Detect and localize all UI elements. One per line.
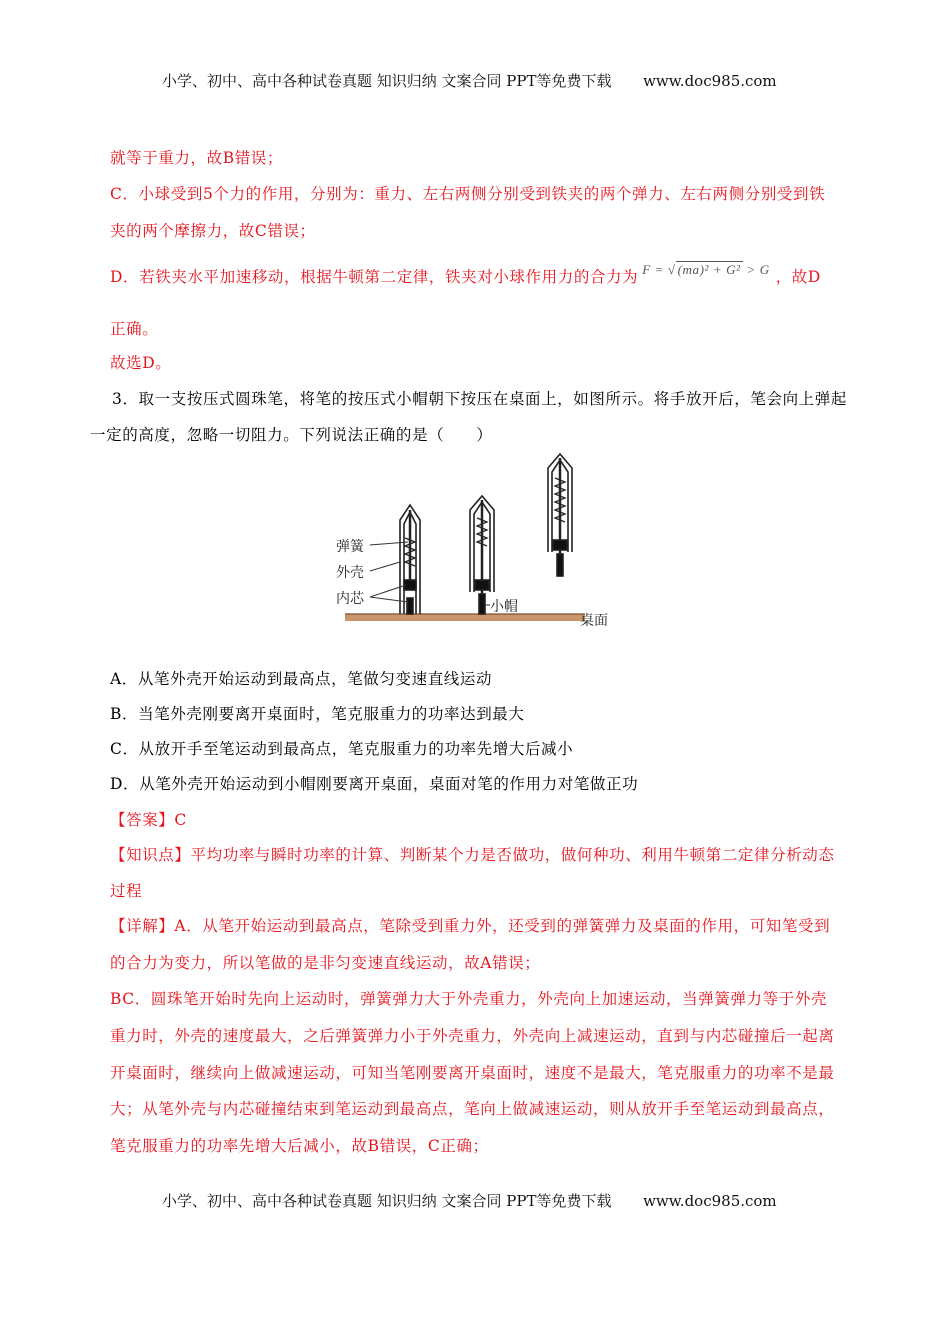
prev-d-text: D．若铁夹水平加速移动，根据牛顿第二定律，铁夹对小球作用力的合力为 bbox=[110, 268, 639, 286]
prev-b-conclusion: 就等于重力，故B错误； bbox=[110, 149, 283, 167]
question-line2: 一定的高度，忽略一切阻力。下列说法正确的是（ ） bbox=[90, 426, 493, 444]
detail-line-3: BC．圆珠笔开始时先向上运动时，弹簧弹力大于外壳重力，外壳向上加速运动，当弹簧弹力等于外壳 bbox=[110, 990, 828, 1008]
knowledge-line2: 过程 bbox=[110, 882, 143, 900]
prev-c-line1: C．小球受到5个力的作用，分别为：重力、左右两侧分别受到铁夹的两个弹力、左右两侧分别受到铁 bbox=[110, 185, 826, 203]
answer: 【答案】C bbox=[110, 811, 187, 829]
prev-d-line1 bbox=[110, 262, 821, 287]
label-cap: 小帽 bbox=[490, 599, 518, 615]
knowledge-line1: 【知识点】平均功率与瞬时功率的计算、判断某个力是否做功，做何种功、利用牛顿第二定律分析动态 bbox=[110, 846, 835, 864]
page-footer bbox=[162, 1190, 777, 1211]
detail-line-1: 【详解】A．从笔开始运动到最高点，笔除受到重力外，还受到的弹簧弹力及桌面的作用，可知笔受到 bbox=[110, 917, 831, 935]
label-spring: 弹簧 bbox=[336, 539, 364, 555]
header-text: 小学、初中、高中各种试卷真题 知识归纳 文案合同 PPT等免费下载 bbox=[162, 72, 612, 90]
question-line1: 3．取一支按压式圆珠笔，将笔的按压式小帽朝下按压在桌面上，如图所示。将手放开后，笔会向上弹起 bbox=[112, 390, 847, 408]
option-c: C．从放开手至笔运动到最高点，笔克服重力的功率先增大后减小 bbox=[110, 740, 574, 758]
prev-d-line2: 正确。 bbox=[110, 320, 159, 338]
table-surface bbox=[345, 614, 585, 621]
footer-text: 小学、初中、高中各种试卷真题 知识归纳 文案合同 PPT等免费下载 bbox=[162, 1192, 612, 1210]
detail-line-2: 的合力为变力，所以笔做的是非匀变速直线运动，故A错误； bbox=[110, 954, 541, 972]
label-shell: 外壳 bbox=[336, 565, 364, 581]
label-core: 内芯 bbox=[336, 591, 364, 607]
pen-diagram-svg bbox=[330, 450, 630, 635]
pen-figure bbox=[330, 450, 630, 635]
detail-line-4: 重力时，外壳的速度最大，之后弹簧弹力小于外壳重力，外壳向上减速运动，直到与内芯碰撞后一起离 bbox=[110, 1027, 835, 1045]
page-header bbox=[162, 70, 777, 91]
option-a: A．从笔外壳开始运动到最高点，笔做匀变速直线运动 bbox=[110, 670, 493, 688]
pen-3 bbox=[548, 454, 572, 576]
option-b: B．当笔外壳刚要离开桌面时，笔克服重力的功率达到最大 bbox=[110, 705, 525, 723]
prev-d-end: ，故D bbox=[775, 268, 821, 286]
force-formula: F = √ (ma)² + G² > G bbox=[642, 262, 770, 277]
detail-line-5: 开桌面时，继续向上做减速运动，可知当笔刚要离开桌面时，速度不是最大，笔克服重力的功率不是最 bbox=[110, 1064, 835, 1082]
detail-line-7: 笔克服重力的功率先增大后减小，故B错误，C正确； bbox=[110, 1137, 489, 1155]
prev-choose: 故选D。 bbox=[110, 354, 172, 372]
detail-line-6: 大；从笔外壳与内芯碰撞结束到笔运动到最高点，笔向上做减速运动，则从放开手至笔运动到最高点， bbox=[110, 1100, 835, 1118]
pen-1 bbox=[400, 505, 420, 614]
prev-c-line2: 夹的两个摩擦力，故C错误； bbox=[110, 222, 316, 240]
option-d: D．从笔外壳开始运动到小帽刚要离开桌面，桌面对笔的作用力对笔做正功 bbox=[110, 775, 639, 793]
footer-url[interactable]: www.doc985.com bbox=[643, 1192, 777, 1210]
label-table: 桌面 bbox=[580, 613, 608, 629]
header-url[interactable]: www.doc985.com bbox=[643, 72, 777, 90]
